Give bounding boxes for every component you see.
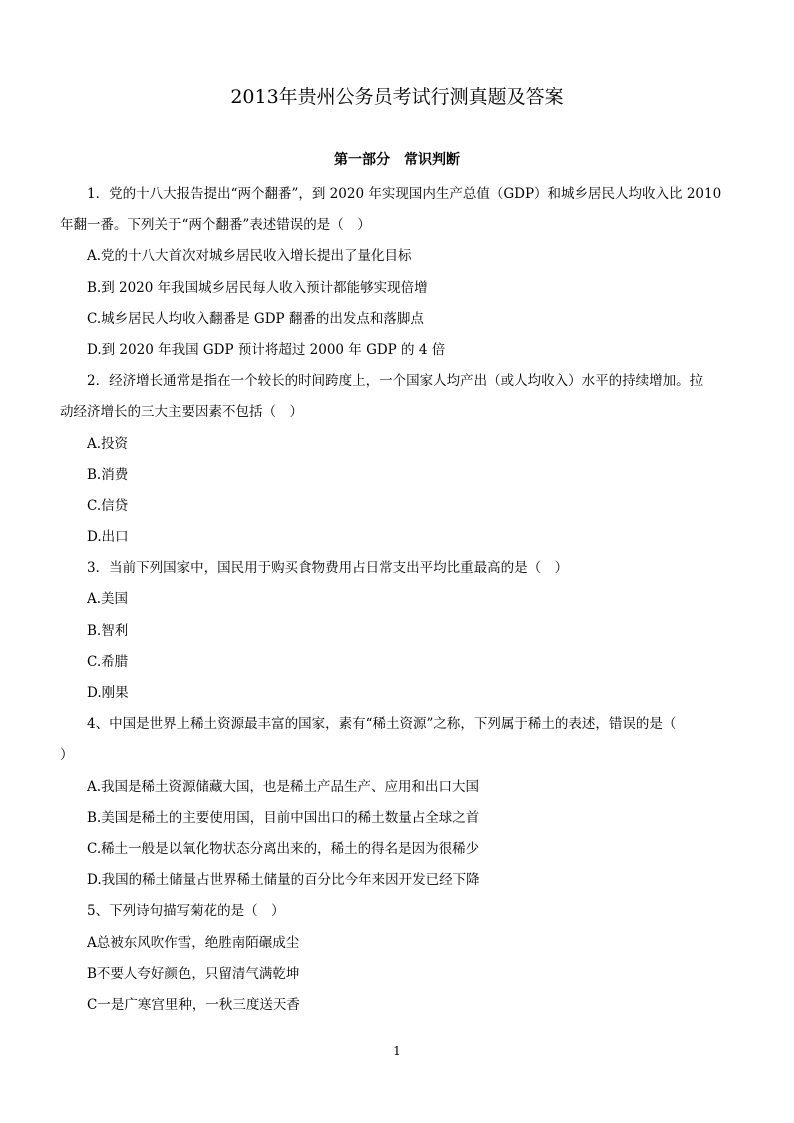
question-4-option-a: A.我国是稀土资源储藏大国，也是稀土产品生产、应用和出口大国 [87,778,480,795]
question-5-text: 5、下列诗句描写菊花的是（ ） [87,903,285,920]
question-2-text-line-1: 2．经济增长通常是指在一个较长的时间跨度上，一个国家人均产出（或人均收入）水平的持续增加。拉 [87,373,704,390]
question-1-option-b: B.到 2020 年我国城乡居民每人收入预计都能够实现倍增 [87,279,428,296]
question-4-option-c: C.稀土一般是以氧化物状态分离出来的，稀土的得名是因为很稀少 [87,840,480,857]
question-2-option-c: C.信贷 [87,497,129,514]
page-number: 1 [393,1044,401,1058]
question-3-option-d: D.刚果 [87,685,129,701]
question-3-option-c: C.希腊 [87,653,129,670]
question-3-option-a: A.美国 [87,591,129,608]
document-title: 2013年贵州公务员考试行测真题及答案 [230,86,564,108]
question-1-text-line-2: 年翻一番。下列关于“两个翻番”表述错误的是（ ） [60,217,371,234]
question-2-text-line-2: 动经济增长的三大主要因素不包括（ ） [60,404,303,421]
question-5-option-a: A总被东风吹作雪，绝胜南陌碾成尘 [87,934,300,951]
question-1-text-line-1: 1．党的十八大报告提出“两个翻番”，到 2020 年实现国内生产总值（GDP）和城乡居民人均收入比 2010 [87,186,722,202]
question-4-option-d: D.我国的稀土储量占世界稀土储量的百分比今年来因开发已经下降 [87,872,480,889]
section-heading: 第一部分 常识判断 [334,152,460,168]
question-4-text-line-1: 4、中国是世界上稀土资源最丰富的国家，素有“稀土资源”之称，下列属于稀土的表述，错误的是（ [87,716,677,733]
question-1-option-d: D.到 2020 年我国 GDP 预计将超过 2000 年 GDP 的 4 倍 [87,341,446,358]
question-2-option-a: A.投资 [87,435,129,452]
question-1-option-c: C.城乡居民人均收入翻番是 GDP 翻番的出发点和落脚点 [87,310,424,327]
question-5-option-b: B不要人夸好颜色，只留清气满乾坤 [87,965,300,982]
question-4-text-line-2: ） [60,747,74,764]
question-3-text: 3．当前下列国家中，国民用于购买食物费用占日常支出平均比重最高的是（ ） [87,560,569,577]
question-1-option-a: A.党的十八大首次对城乡居民收入增长提出了量化目标 [87,248,412,265]
question-5-option-c: C一是广寒宫里种，一秋三度送天香 [87,996,300,1013]
question-2-option-b: B.消费 [87,466,129,483]
document-body [60,179,735,1021]
question-4-option-b: B.美国是稀土的主要使用国，目前中国出口的稀土数量占全球之首 [87,809,480,826]
question-3-option-b: B.智利 [87,622,129,639]
question-2-option-d: D.出口 [87,529,129,546]
